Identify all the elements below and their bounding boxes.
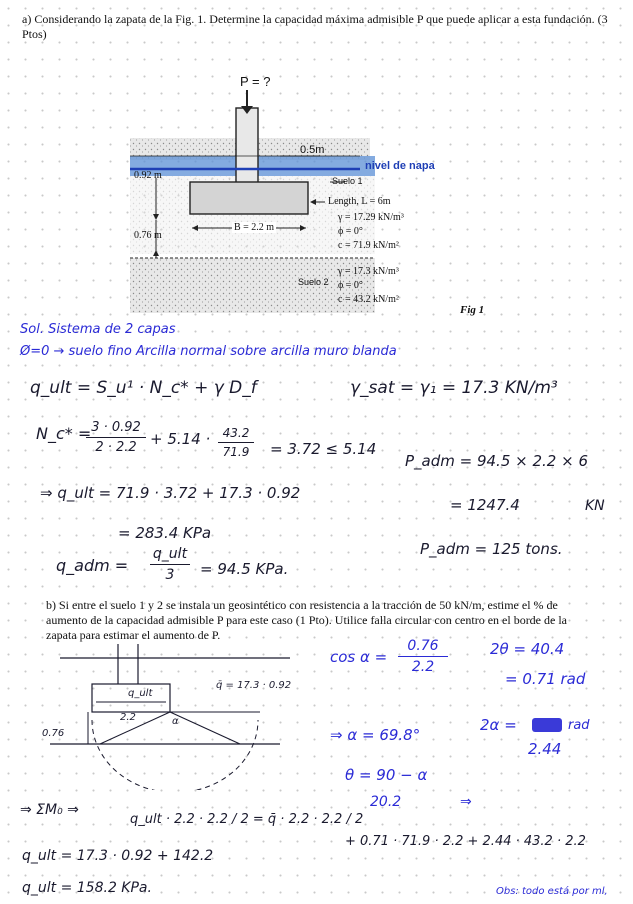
qult-equation: q_ult = S_u¹ · N_c* + γ D_f: [30, 378, 257, 398]
soil2-c: c = 43.2 kN/m²: [338, 294, 399, 305]
width-label: B = 2.2 m: [234, 222, 275, 233]
column: [236, 108, 258, 186]
alpha-value: ⇒ α = 69.8°: [330, 726, 421, 744]
figure-caption: Fig 1: [460, 304, 485, 316]
qult2-line: q_ult = 17.3 · 0.92 + 142.2: [22, 848, 214, 864]
soil-2-label: Suelo 2: [298, 277, 329, 287]
sketch-alpha: α: [172, 716, 179, 727]
soil1-phi: ϕ = 0°: [338, 226, 363, 237]
solution-header: Sol. Sistema de 2 capas: [20, 322, 176, 337]
figure-1: [120, 70, 520, 320]
p-adm-unit: KN: [585, 498, 605, 514]
sketch-width: 2.2: [120, 712, 136, 723]
soil1-c: c = 71.9 kN/m²: [338, 240, 399, 251]
circular-failure-drawing: [40, 640, 300, 790]
sketch-qbar: q̄ = 17.3 · 0.92: [216, 680, 292, 691]
qult-calculation: ⇒ q_ult = 71.9 · 3.72 + 17.3 · 0.92: [40, 484, 301, 502]
p-adm-value: = 1247.4: [450, 496, 520, 514]
depth-bottom-label: 0.76 m: [134, 230, 162, 241]
note: Obs: todo está por ml,: [496, 886, 608, 897]
footing: [190, 182, 308, 214]
soil2-phi: ϕ = 0°: [338, 280, 363, 291]
part-a-question: a) Considerando la zapata de la Fig. 1. Determine la capacidad máxima admisible P que puede aplicar a esta fundación. (3 Ptos): [22, 12, 608, 41]
moment-arrow: ⇒: [460, 794, 472, 810]
moment-lhs: ⇒ ΣM₀ ⇒: [20, 802, 79, 818]
two-theta: 2θ = 40.4: [490, 640, 565, 658]
moment-middle: q_ult · 2.2 · 2.2 / 2 = q̄ · 2.2 · 2.2 / 2: [130, 812, 364, 827]
soil-1-label: Suelo 1: [332, 176, 363, 186]
soil1-gamma: γ = 17.29 kN/m³: [338, 212, 404, 223]
moment-rhs: + 0.71 · 71.9 · 2.2 + 2.44 · 43.2 · 2.2: [345, 834, 586, 849]
qadm-lhs: q_adm =: [56, 556, 129, 575]
soil2-gamma: γ = 17.3 kN/m³: [338, 266, 399, 277]
sketch-depth: 0.76: [42, 728, 65, 739]
theta-rad: = 0.71 rad: [505, 670, 586, 688]
p-adm-tons: P_adm = 125 tons.: [420, 540, 563, 558]
two-alpha-value: 2.44: [528, 740, 562, 758]
qadm-value: = 94.5 KPa.: [200, 560, 289, 578]
gamma-sat: γ_sat = γ₁ = 17.3 KN/m³: [350, 378, 558, 398]
sketch-qult: q_ult: [128, 688, 153, 699]
depth-top-label: 0.92 m: [134, 170, 162, 181]
nc-fraction-1: 3 · 0.92 2 · 2.2: [86, 420, 146, 455]
solution-assumption: Ø=0 → suelo fino Arcilla normal sobre arcilla muro blanda: [20, 344, 397, 359]
theta-equation: θ = 90 − α: [345, 766, 428, 784]
two-alpha-unit: rad: [568, 718, 590, 733]
part-b-question: b) Si entre el suelo 1 y 2 se instala un geosintético con resistencia a la tracción de 50 kN/m, estime el % de aumento de la capacidad admisible P para este caso (1 Pto). Utilice falla circular con centro en el borde de la zapata para estimar el aumento de P.: [46, 598, 567, 642]
qult-value: = 283.4 KPa: [118, 524, 212, 542]
moment-top-value: 20.2: [370, 794, 402, 810]
nc-middle: + 5.14 ·: [150, 430, 211, 448]
load-label: P = ?: [240, 74, 271, 89]
nc-fraction-2: 43.2 71.9: [218, 426, 254, 459]
scribble-mark: [532, 718, 562, 732]
embed-label: 0.5m: [300, 144, 325, 156]
nc-result: = 3.72 ≤ 5.14: [270, 440, 377, 458]
cos-lhs: cos α =: [330, 648, 388, 666]
qult2-value: q_ult = 158.2 KPa.: [22, 880, 152, 896]
cos-fraction: 0.76 2.2: [398, 638, 448, 675]
two-alpha: 2α =: [480, 716, 517, 734]
nc-lhs: N_c* =: [36, 424, 92, 443]
length-label: Length, L = 6m: [328, 196, 391, 207]
water-table-label: nivel de napa: [365, 160, 435, 172]
p-adm-equation: P_adm = 94.5 × 2.2 × 6: [405, 452, 588, 470]
failure-sketch: [40, 640, 300, 790]
qadm-fraction: q_ult 3: [150, 546, 190, 583]
